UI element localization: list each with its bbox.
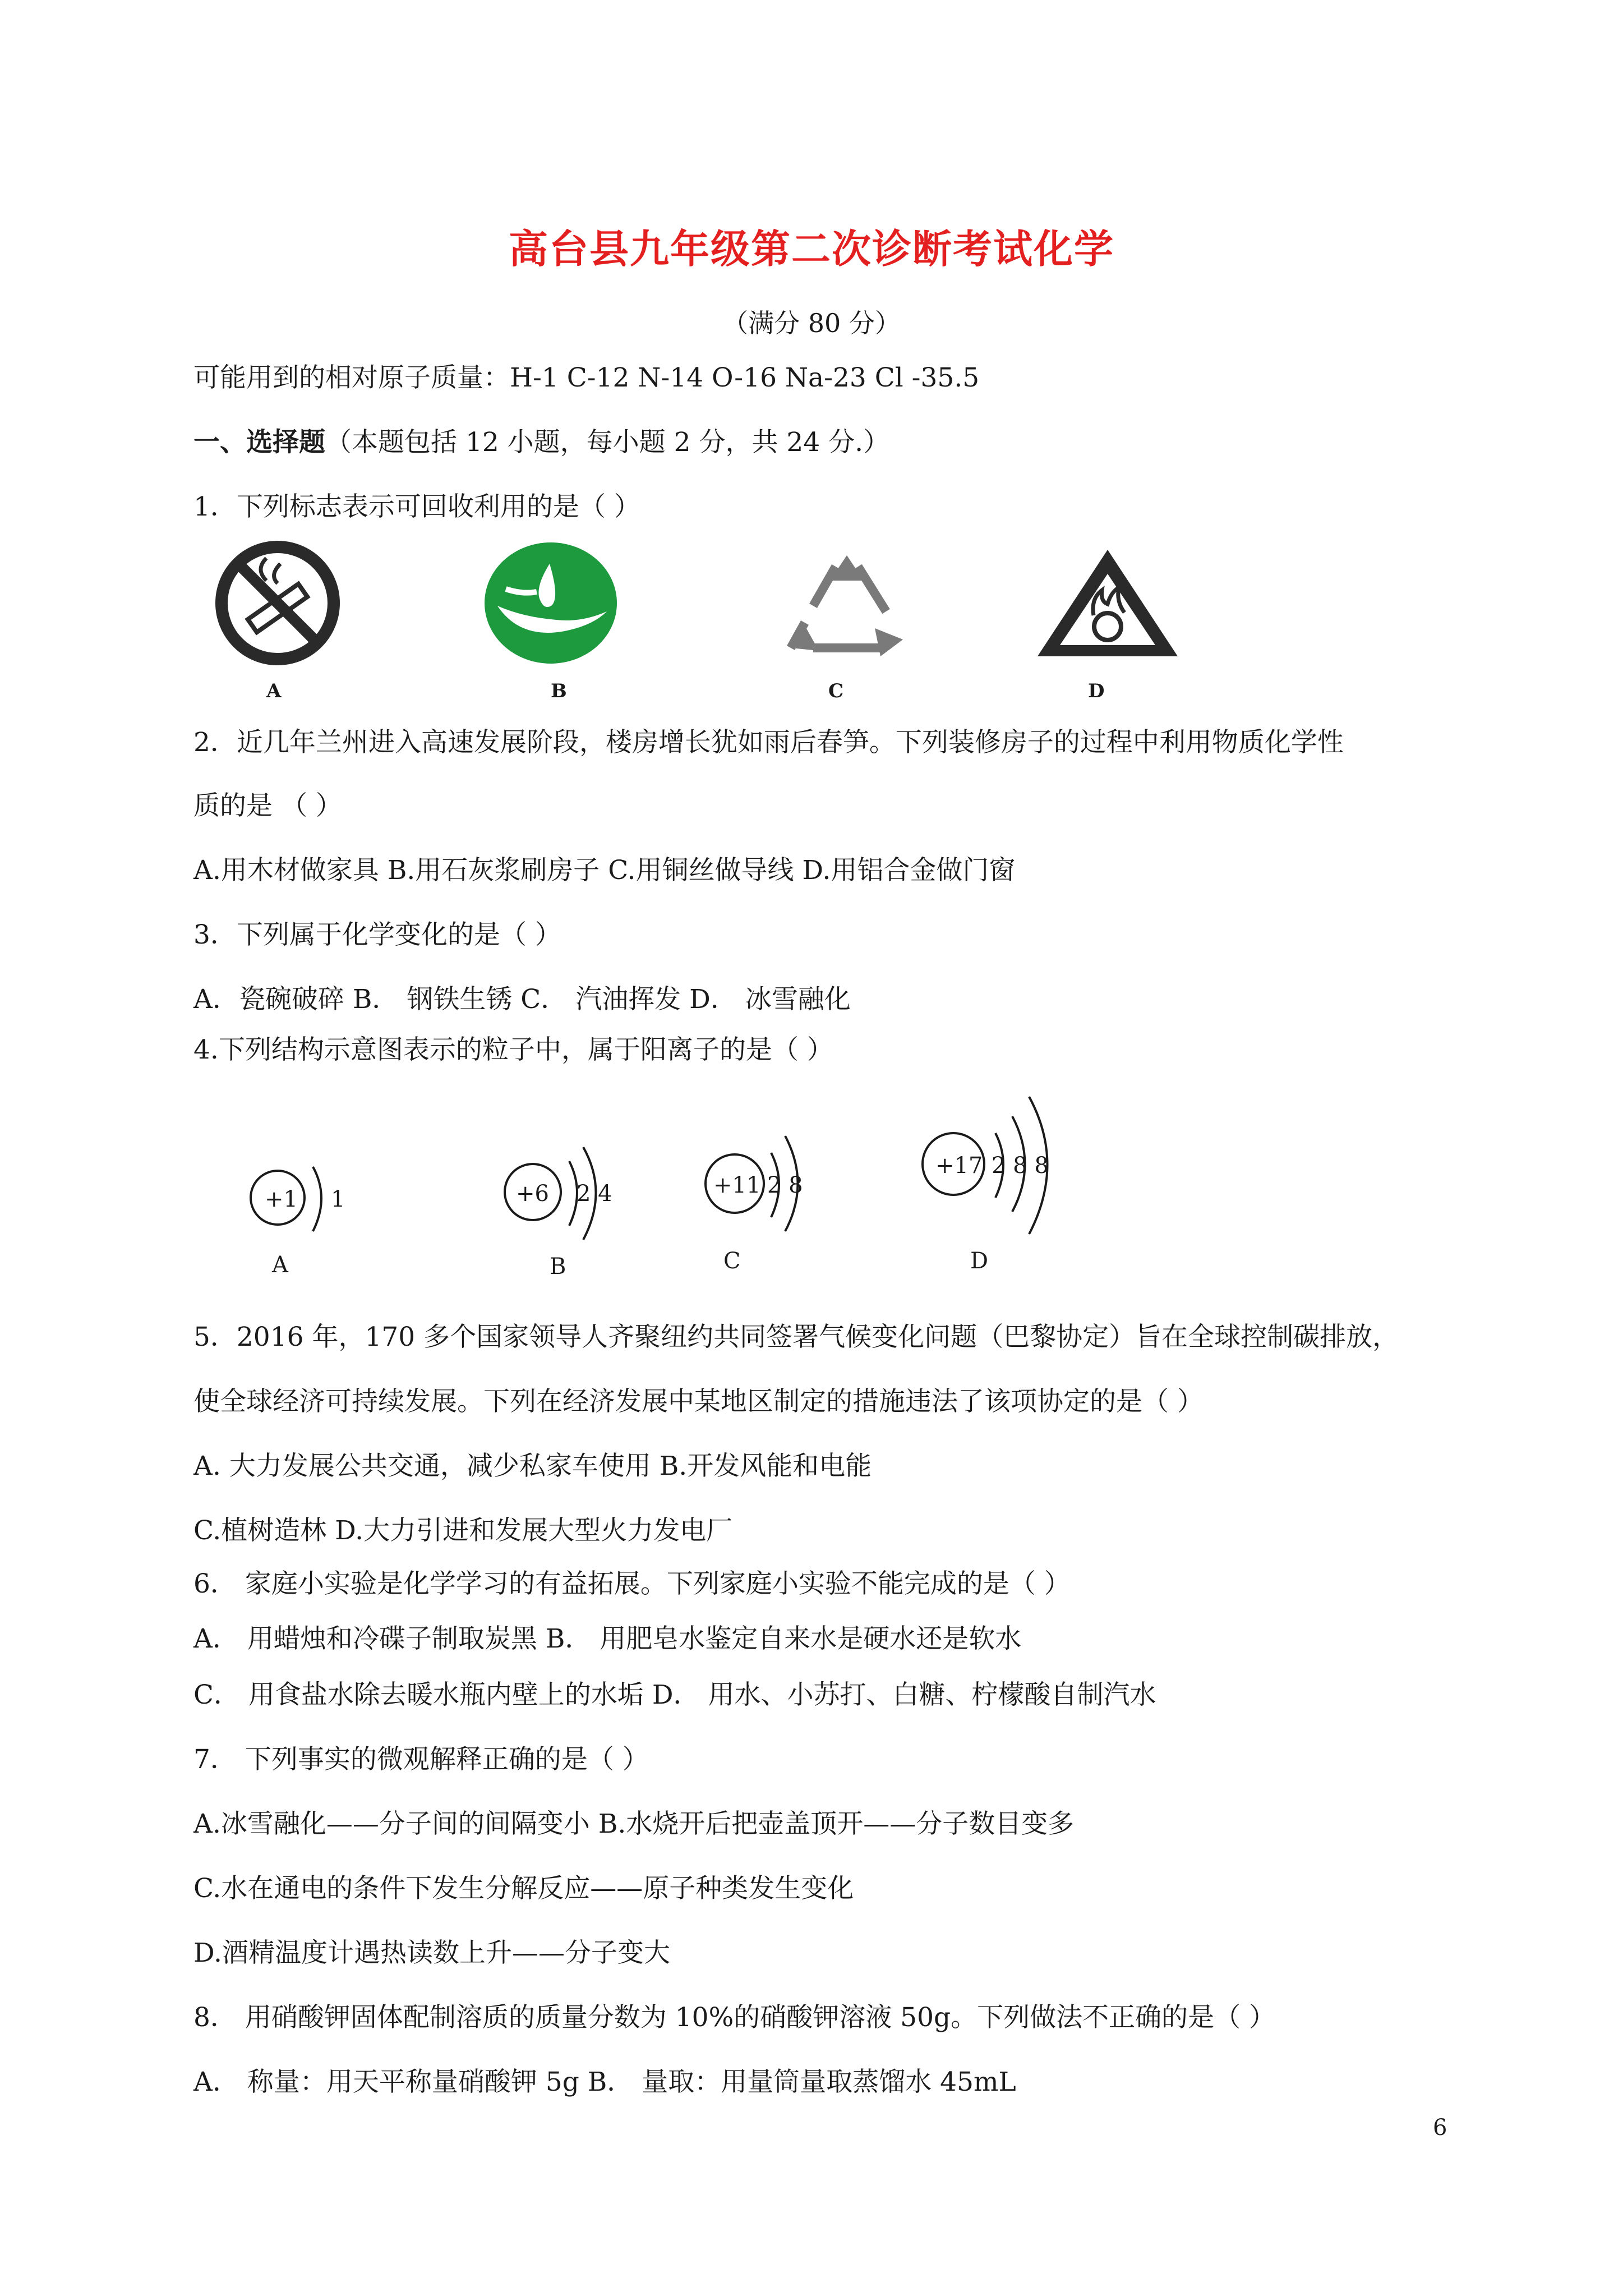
- oxidizer-warning-icon: [1035, 547, 1181, 659]
- question-7-option-d: D.酒精温度计遇热读数上升——分子变大: [193, 1938, 670, 1968]
- question-3-stem: 3．下列属于化学变化的是（ ）: [193, 919, 561, 950]
- recycle-icon: [774, 550, 920, 662]
- question-5-options-line1: A. 大力发展公共交通，减少私家车使用 B.开发风能和电能: [193, 1451, 872, 1481]
- question-6-stem: 6． 家庭小实验是化学学习的有益拓展。下列家庭小实验不能完成的是（ ）: [193, 1568, 1071, 1599]
- question-1-stem: 1．下列标志表示可回收利用的是（ ）: [193, 491, 640, 522]
- question-5-stem-line2: 使全球经济可持续发展。下列在经济发展中某地区制定的措施违法了该项协定的是（ ）: [193, 1386, 1204, 1417]
- section-heading: [193, 427, 890, 458]
- page-title: 高台县九年级第二次诊断考试化学: [509, 226, 1114, 272]
- atom-d-shells: 2 8 8: [992, 1153, 1049, 1179]
- question-7-stem: 7． 下列事实的微观解释正确的是（ ）: [193, 1744, 649, 1775]
- question-4-stem: 4.下列结构示意图表示的粒子中，属于阳离子的是（ ）: [193, 1034, 833, 1065]
- q1-label-a: A: [266, 680, 282, 702]
- atom-b-shells: 2 4: [577, 1181, 612, 1207]
- page-number: 6: [1433, 2115, 1447, 2141]
- page-subtitle: （满分 80 分）: [722, 308, 901, 338]
- question-8-stem: 8． 用硝酸钾固体配制溶质的质量分数为 10%的硝酸钾溶液 50g。下列做法不正确的是（ ）: [193, 2002, 1276, 2033]
- atom-b-label: B: [550, 1254, 566, 1280]
- atom-d-label: D: [970, 1248, 989, 1274]
- question-6-options-line2: C． 用食盐水除去暖水瓶内壁上的水垢 D． 用水、小苏打、白糖、柠檬酸自制汽水: [193, 1680, 1156, 1710]
- atom-c-shells: 2 8: [767, 1172, 803, 1198]
- question-2-options: A.用木材做家具 B.用石灰浆刷房子 C.用铜丝做导线 D.用铝合金做门窗: [193, 855, 1016, 886]
- atom-d-nucleus: +17: [935, 1153, 983, 1179]
- question-8-options: A． 称量：用天平称量硝酸钾 5g B． 量取：用量筒量取蒸馏水 45mL: [193, 2067, 1016, 2097]
- question-7-options-ab: A.冰雪融化——分子间的间隔变小 B.水烧开后把壶盖顶开——分子数目变多: [193, 1809, 1075, 1839]
- atom-a-label: A: [272, 1252, 288, 1278]
- question-2-stem-line2: 质的是 （ ）: [193, 790, 342, 821]
- water-saving-icon: [483, 541, 618, 665]
- question-5-stem-line1: 5．2016 年，170 多个国家领导人齐聚纽约共同签署气候变化问题（巴黎协定）旨在全球控制碳排放，: [193, 1322, 1399, 1352]
- atom-c-label: C: [723, 1248, 741, 1274]
- section-note: （本题包括 12 小题，每小题 2 分，共 24 分.）: [325, 427, 890, 458]
- q1-label-b: B: [551, 680, 567, 702]
- section-title: 一、选择题: [193, 427, 325, 458]
- q1-label-c: C: [828, 680, 844, 702]
- atomic-masses: 可能用到的相对原子质量：H-1 C-12 N-14 O-16 Na-23 Cl -35.5: [193, 362, 980, 393]
- question-7-option-c: C.水在通电的条件下发生分解反应——原子种类发生变化: [193, 1873, 854, 1904]
- question-2-stem-line1: 2．近几年兰州进入高速发展阶段，楼房增长犹如雨后春笋。下列装修房子的过程中利用物质化学性: [193, 727, 1344, 758]
- q1-label-d: D: [1088, 680, 1105, 702]
- question-6-options-line1: A． 用蜡烛和冷碟子制取炭黑 B． 用肥皂水鉴定自来水是硬水还是软水: [193, 1623, 1022, 1654]
- atom-c-nucleus: +11: [713, 1172, 761, 1198]
- question-3-options: A．瓷碗破碎 B． 钢铁生锈 C． 汽油挥发 D． 冰雪融化: [193, 984, 851, 1015]
- atom-b-nucleus: +6: [516, 1181, 549, 1207]
- atom-a-shells: 1: [331, 1186, 345, 1212]
- no-smoking-icon: [199, 541, 356, 665]
- atom-a-nucleus: +1: [265, 1186, 298, 1212]
- question-5-options-line2: C.植树造林 D.大力引进和发展大型火力发电厂: [193, 1515, 733, 1546]
